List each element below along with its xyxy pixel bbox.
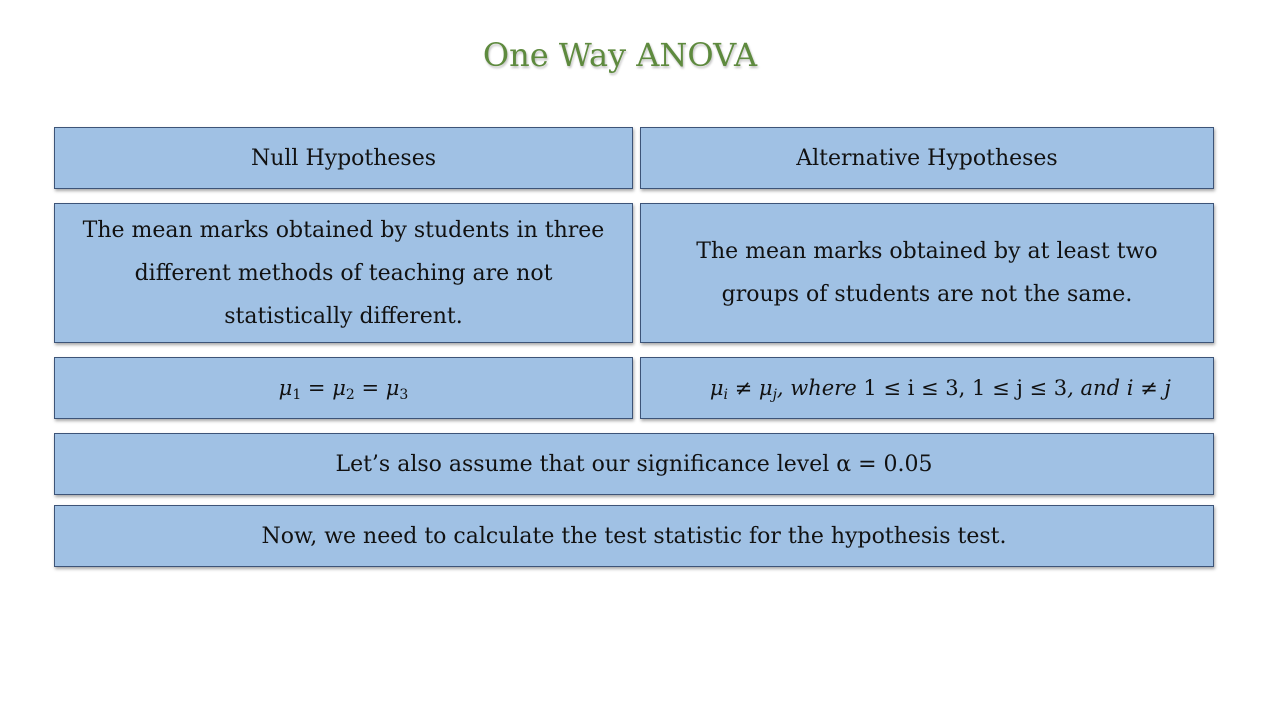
significance-level-text: Let’s also assume that our significance level α = 0.05 <box>335 451 933 477</box>
null-hypothesis-header-label: Null Hypotheses <box>250 145 437 171</box>
alternative-hypothesis-header-label: Alternative Hypotheses <box>796 145 1058 171</box>
null-hypothesis-formula <box>54 357 633 419</box>
alternative-formula-expression: $\mu_i \ne \mu_j$, where 1 ≤ i ≤ 3, 1 ≤ j ≤ 3, and i ≠ j <box>709 375 1171 403</box>
next-step-text: Now, we need to calculate the test statistic for the hypothesis test. <box>261 523 1007 549</box>
next-step-note <box>54 505 1214 567</box>
null-formula-expression: $\mu_1 = \mu_2 = \mu_3$ <box>278 375 409 403</box>
alternative-hypothesis-formula <box>640 357 1214 419</box>
alternative-hypothesis-statement-text: The mean marks obtained by at least two groups of students are not the same. <box>696 239 1158 307</box>
null-hypothesis-statement-text: The mean marks obtained by students in three different methods of teaching are not statistically different. <box>82 217 605 329</box>
alternative-hypothesis-statement <box>640 203 1214 343</box>
slide-title: One Way ANOVA <box>482 36 758 74</box>
significance-level-note <box>54 433 1214 495</box>
alternative-hypothesis-header <box>640 127 1214 189</box>
null-hypothesis-statement <box>54 203 633 343</box>
null-hypothesis-header <box>54 127 633 189</box>
